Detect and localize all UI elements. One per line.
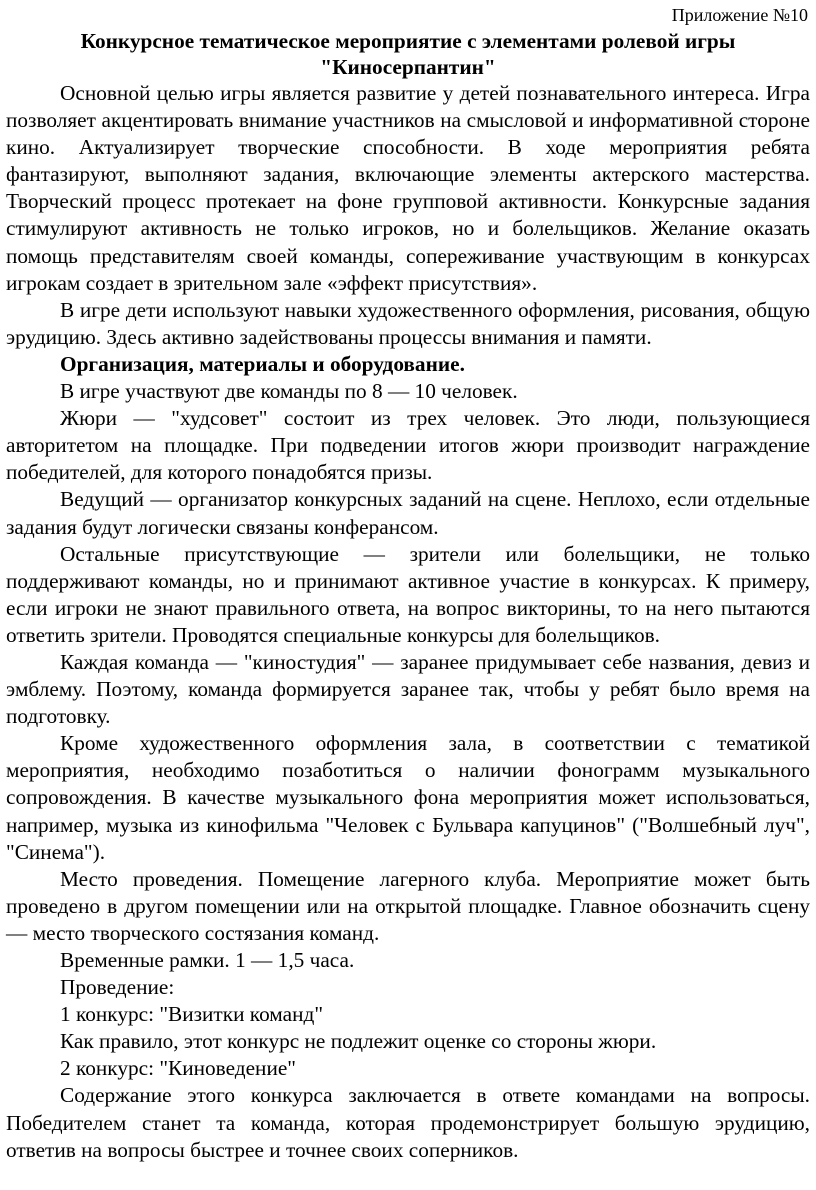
contest-2-title: 2 конкурс: "Киноведение" — [60, 1056, 296, 1081]
section-heading-organization: Организация, материалы и оборудование. — [60, 351, 465, 376]
contest-1-note: Как правило, этот конкурс не подлежит оценке со стороны жюри. — [60, 1029, 657, 1054]
title-line-1: Конкурсное тематическое мероприятие с элементами ролевой игры — [80, 29, 736, 53]
paragraph-conduct: Проведение: — [60, 975, 175, 1000]
document-title — [6, 28, 810, 80]
contest-2-description: Содержание этого конкурса заключается в ответе командами на вопросы. Победителем станет та команда, которая продемонстрирует большую эрудицию, ответив на вопросы быстрее и точнее своих соперников. — [6, 1083, 810, 1162]
contest-1-title: 1 конкурс: "Визитки команд" — [60, 1002, 324, 1027]
paragraph-host: Ведущий — организатор конкурсных заданий на сцене. Неплохо, если отдельные задания будут логически связаны конферансом. — [6, 487, 810, 539]
paragraph-goal: Основной целью игры является развитие у детей познавательного интереса. Игра позволяет акцентировать внимание участников на смысловой и информативной стороне кино. Актуализирует творческие способности. В ходе мероприятия ребята фантазируют, выполняют задания, включающие элементы актерского мастерства. Творческий процесс протекает на фоне групповой активности. Конкурсные задания стимулируют активность не только игроков, но и болельщиков. Желание оказать помощь представителям своей команды, сопереживание участвующим в конкурсах игрокам создает в зрительном зале «эффект присутствия». — [6, 81, 810, 295]
paragraph-studio: Каждая команда — "киностудия" — заранее придумывает себе названия, девиз и эмблему. Поэтому, команда формируется заранее так, чтобы у ребят было время на подготовку. — [6, 649, 810, 729]
paragraph-skills: В игре дети используют навыки художественного оформления, рисования, общую эрудицию. Здесь активно задействованы процессы внимания и памяти. — [6, 297, 810, 349]
title-line-2: "Киносерпантин" — [320, 55, 496, 79]
paragraph-timeframe: Временные рамки. 1 — 1,5 часа. — [60, 948, 355, 972]
paragraph-jury: Жюри — "худсовет" состоит из трех человек. Это люди, пользующиеся авторитетом на площадке. При подведении итогов жюри производит награждение победителей, для которого понадобятся призы. — [6, 406, 810, 485]
paragraph-venue: Место проведения. Помещение лагерного клуба. Мероприятие может быть проведено в другом помещении или на открытой площадке. Главное обозначить сцену — место творческого состязания команд. — [6, 866, 810, 945]
paragraph-teams: В игре участвуют две команды по 8 — 10 человек. — [60, 379, 518, 404]
paragraph-audience: Остальные присутствующие — зрители или болельщики, не только поддерживают команды, но и принимают активное участие в конкурсах. К примеру, если игроки не знают правильного ответа, на вопрос викторины, то на него пытаются ответить зрители. Проводятся специальные конкурсы для болельщиков. — [6, 541, 810, 647]
appendix-label: Приложение №10 — [671, 5, 808, 25]
paragraph-music: Кроме художественного оформления зала, в соответствии с тематикой мероприятия, необходимо позаботиться о наличии фонограмм музыкального сопровождения. В качестве музыкального фона мероприятия может использоваться, например, музыка из кинофильма "Человек с Бульвара капуцинов" ("Волшебный луч", "Синема"). — [6, 731, 810, 864]
